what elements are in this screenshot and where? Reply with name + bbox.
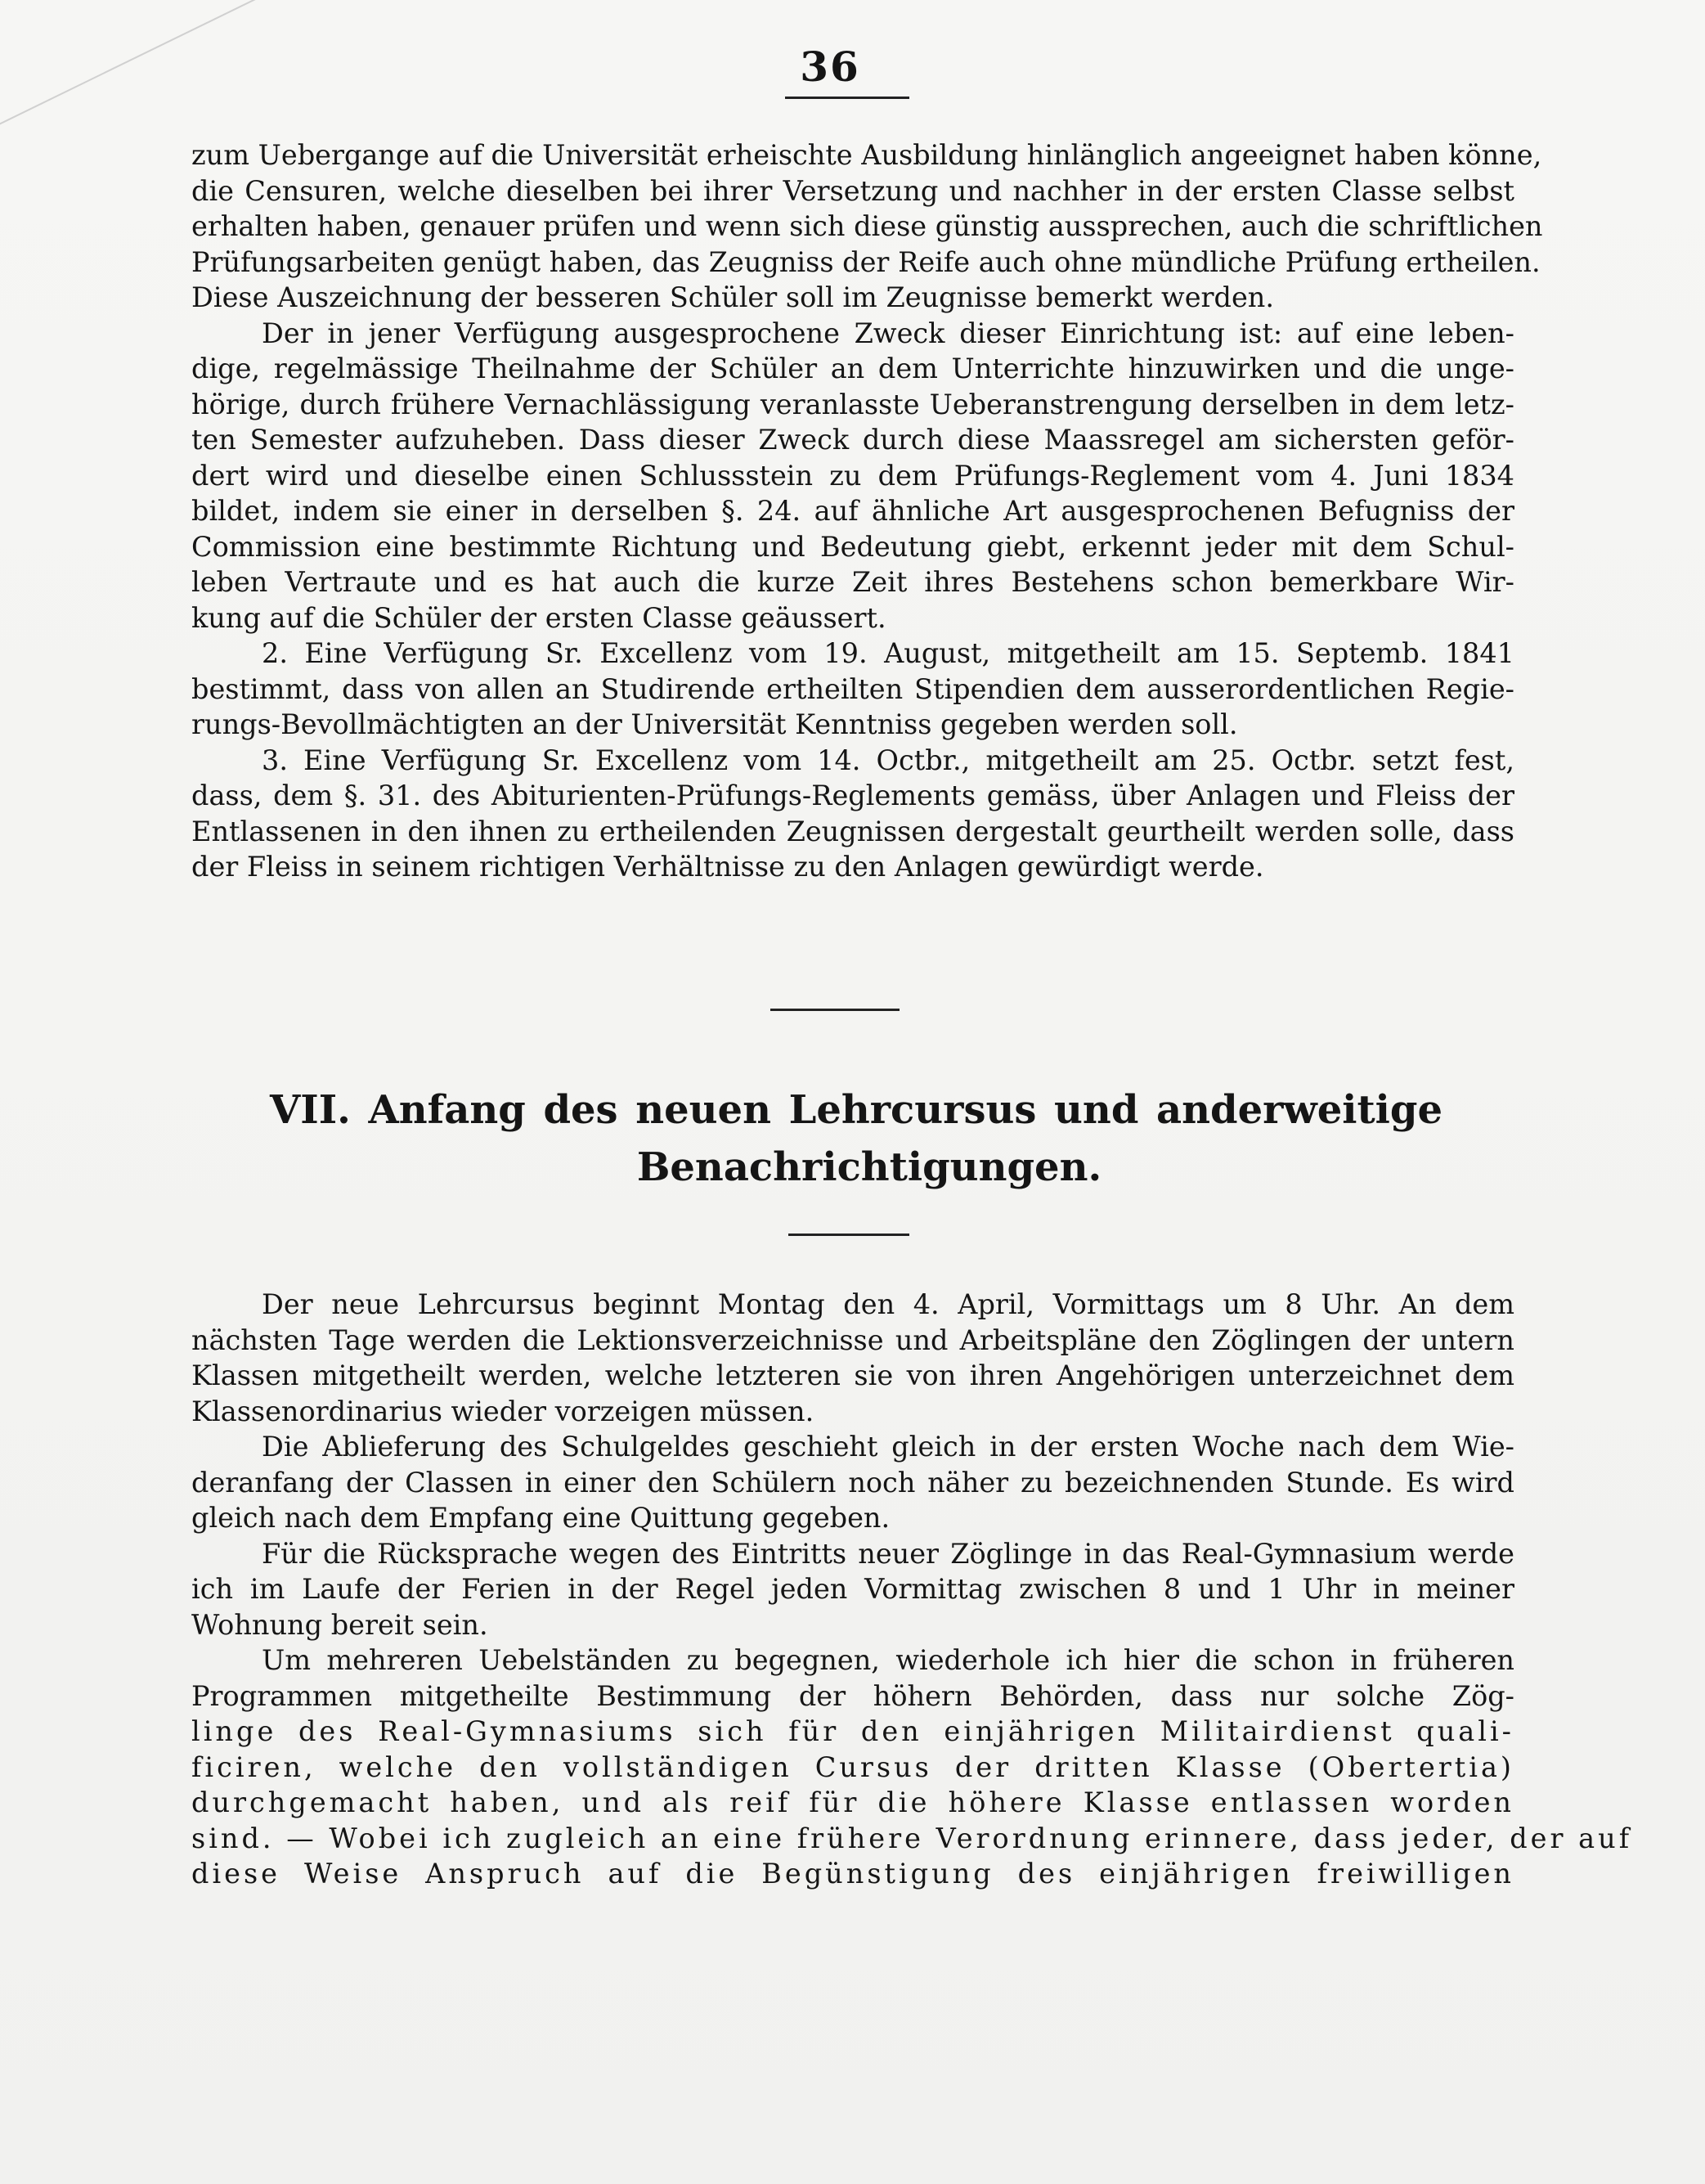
text-line: ich im Laufe der Ferien in der Regel jeden Vormittag zwischen 8 und 1 Uhr in meiner (191, 1573, 1514, 1605)
text-line: Prüfungsarbeiten genügt haben, das Zeugniss der Reife auch ohne mündliche Prüfung ertheilen. (191, 245, 1541, 278)
text-line: durchgemacht haben, und als reif für die höhere Klasse entlassen worden (191, 1786, 1514, 1818)
text-line: Wohnung bereit sein. (191, 1608, 488, 1641)
page-number: 36 (800, 43, 860, 91)
paper-fold-mark (0, 0, 293, 133)
text-line: Klassen mitgetheilt werden, welche letzteren sie von ihren Angehörigen unterzeichnet dem (191, 1359, 1514, 1391)
text-line: gleich nach dem Empfang eine Quittung gegeben. (191, 1502, 891, 1534)
text-line: bildet, indem sie einer in derselben §. 24. auf ähnliche Art ausgesprochenen Befugniss der (191, 495, 1514, 527)
text-line: 3. Eine Verfügung Sr. Excellenz vom 14. Octbr., mitgetheilt am 25. Octbr. setzt fest, (262, 744, 1514, 776)
text-line: rungs-Bevollmächtigten an der Universität Kenntniss gegeben werden soll. (191, 708, 1238, 740)
text-line: sind. — Wobei ich zugleich an eine frühere Verordnung erinnere, dass jeder, der auf (191, 1822, 1633, 1854)
text-line: dige, regelmässige Theilnahme der Schüler an dem Unterrichte hinzuwirken und die unge- (191, 353, 1514, 384)
text-line: Diese Auszeichnung der besseren Schüler soll im Zeugnisse bemerkt werden. (191, 281, 1275, 313)
text-line: Klassenordinarius wieder vorzeigen müssen. (191, 1395, 814, 1427)
text-line: Die Ablieferung des Schulgeldes geschieht gleich in der ersten Woche nach dem Wie- (262, 1431, 1514, 1463)
text-line: deranfang der Classen in einer den Schülern noch näher zu bezeichnenden Stunde. Es wird (191, 1466, 1514, 1499)
text-line: ficiren, welche den vollständigen Cursus der dritten Klasse (Obertertia) (191, 1750, 1514, 1783)
text-line: Um mehreren Uebelständen zu begegnen, wiederhole ich hier die schon in früheren (262, 1644, 1514, 1676)
body-text-section-1 (191, 137, 1543, 885)
text-line: die Censuren, welche dieselben bei ihrer Versetzung und nachher in der ersten Classe selbst (191, 174, 1514, 207)
text-line: Für die Rücksprache wegen des Eintritts neuer Zöglinge in das Real-Gymnasium werde (262, 1537, 1514, 1570)
page-number-rule (785, 97, 909, 99)
section-divider (770, 1009, 900, 1011)
text-line: erhalten haben, genauer prüfen und wenn sich diese günstig aussprechen, auch die schriftlichen (191, 210, 1543, 242)
text-line: der Fleiss in seinem richtigen Verhältnisse zu den Anlagen gewürdigt werde. (191, 851, 1264, 883)
text-line: Commission eine bestimmte Richtung und Bedeutung giebt, erkennt jeder mit dem Schul- (191, 530, 1514, 563)
heading-line-1: VII. Anfang des neuen Lehrcursus und anderweitige (270, 1087, 1443, 1133)
text-line: bestimmt, dass von allen an Studirende ertheilten Stipendien dem ausserordentlichen Regie- (191, 672, 1514, 705)
text-line: ten Semester aufzuheben. Dass dieser Zweck durch diese Maassregel am sichersten geför- (191, 424, 1514, 456)
text-line: dert wird und dieselbe einen Schlussstein zu dem Prüfungs-Reglement vom 4. Juni 1834 (191, 459, 1514, 492)
text-line: Entlassenen in den ihnen zu ertheilenden Zeugnissen dergestalt geurtheilt werden solle, dass (191, 815, 1514, 847)
text-line: Programmen mitgetheilte Bestimmung der höhern Behörden, dass nur solche Zög- (191, 1679, 1514, 1712)
text-line: 2. Eine Verfügung Sr. Excellenz vom 19. August, mitgetheilt am 15. Septemb. 1841 (262, 637, 1514, 669)
text-line: Der in jener Verfügung ausgesprochene Zweck dieser Einrichtung ist: auf eine leben- (262, 317, 1514, 349)
text-line: diese Weise Anspruch auf die Begünstigung des einjährigen freiwilligen (191, 1858, 1514, 1890)
text-line: nächsten Tage werden die Lektionsverzeichnisse und Arbeitspläne den Zöglingen der untern (191, 1323, 1514, 1356)
heading-line-2: Benachrichtigungen. (636, 1144, 1102, 1190)
text-line: kung auf die Schüler der ersten Classe geäussert. (191, 601, 886, 634)
text-line: Der neue Lehrcursus beginnt Montag den 4. April, Vormittags um 8 Uhr. An dem (262, 1288, 1514, 1320)
heading-underline (788, 1234, 909, 1236)
text-line: zum Uebergange auf die Universität erheischte Ausbildung hinlänglich angeeignet haben könne, (191, 139, 1542, 171)
text-line: linge des Real-Gymnasiums sich für den einjährigen Militairdienst quali- (191, 1715, 1514, 1747)
body-text-section-2 (191, 1287, 1633, 1892)
section-heading (191, 1085, 1514, 1192)
text-line: leben Vertraute und es hat auch die kurze Zeit ihres Bestehens schon bemerkbare Wir- (191, 566, 1514, 598)
text-line: hörige, durch frühere Vernachlässigung veranlasste Ueberanstrengung derselben in dem letz- (191, 388, 1514, 420)
text-line: dass, dem §. 31. des Abiturienten-Prüfungs-Reglements gemäss, über Anlagen und Fleiss der (191, 780, 1514, 811)
